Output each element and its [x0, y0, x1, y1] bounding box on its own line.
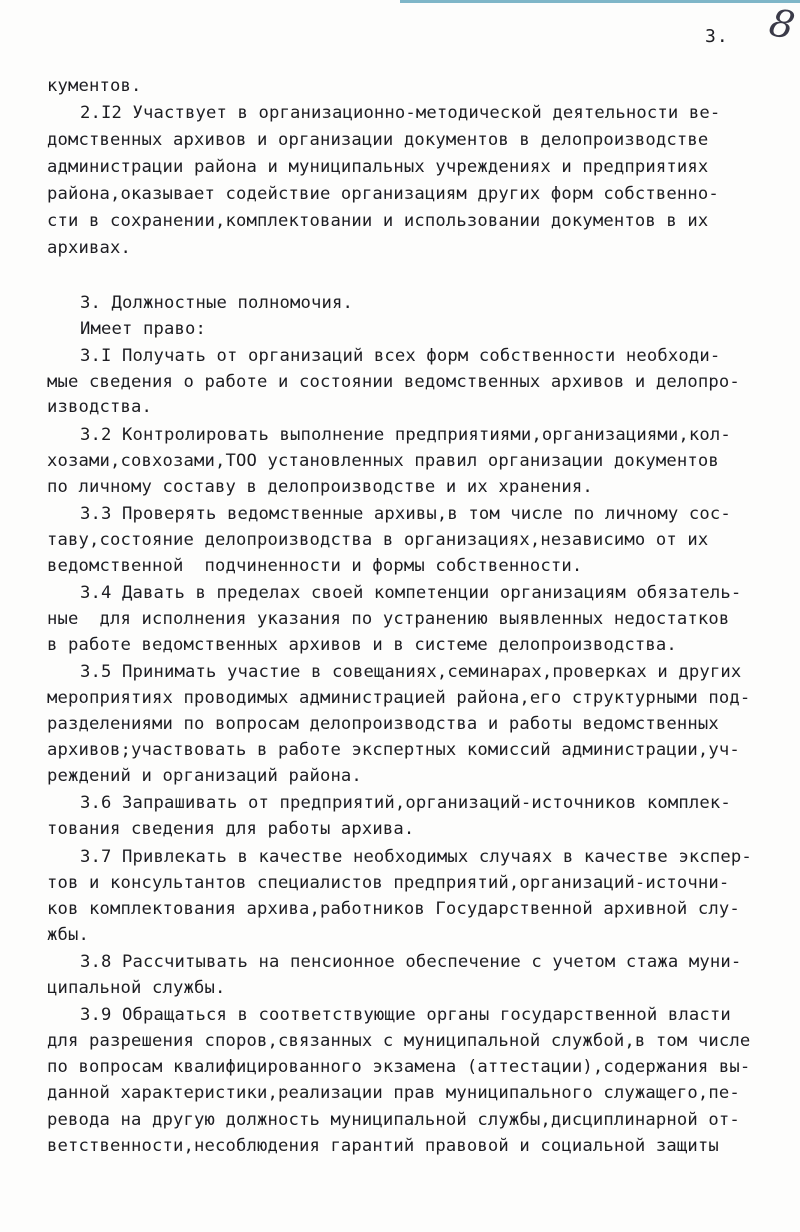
- text-line: ветственности,несоблюдения гарантий правовой и социальной защиты: [47, 1136, 719, 1156]
- text-line: 3.5 Принимать участие в совещаниях,семинарах,проверках и других: [80, 662, 742, 682]
- text-line: хозами,совхозами,ТОО установленных правил организации документов: [47, 451, 719, 471]
- text-line: сти в сохранении,комплектовании и использовании документов в их: [47, 211, 709, 231]
- text-line: архивов;участвовать в работе экспертных комиссий администрации,уч-: [47, 740, 740, 760]
- text-line: ные для исполнения указания по устранению выявленных недостатков: [47, 609, 730, 629]
- section-heading: 3. Должностные полномочия.: [80, 293, 353, 313]
- text-line: 3.9 Обращаться в соответствующие органы государственной власти: [80, 1005, 731, 1025]
- text-line: 2.I2 Участвует в организационно-методической деятельности ве-: [80, 103, 721, 123]
- text-line: администрации района и муниципальных учреждениях и предприятиях: [47, 157, 709, 177]
- text-line: по личному составу в делопроизводстве и их хранения.: [47, 477, 593, 497]
- text-line: ведомственной подчиненности и формы собственности.: [47, 556, 583, 576]
- text-line: по вопросам квалифицированного экзамена (аттестации),содержания вы-: [47, 1057, 751, 1077]
- text-line: 3.4 Давать в пределах своей компетенции организациям обязатель-: [80, 583, 742, 603]
- text-line: тов и консультантов специалистов предприятий,организаций-источни-: [47, 873, 730, 893]
- text-line: тования сведения для работы архива.: [47, 819, 415, 839]
- text-line: 3.2 Контролировать выполнение предприятиями,организациями,кол-: [80, 425, 731, 445]
- text-line: разделениями по вопросам делопроизводства и работы ведомственных: [47, 714, 719, 734]
- text-line: 3.6 Запрашивать от предприятий,организаций-источников комплек-: [80, 793, 731, 813]
- text-line: 3.I Получать от организаций всех форм собственности необходи-: [80, 346, 721, 366]
- scan-edge-line: [400, 0, 800, 3]
- text-line: в работе ведомственных архивов и в системе делопроизводства.: [47, 635, 677, 655]
- text-line: ревода на другую должность муниципальной службы,дисциплинарной от-: [47, 1110, 740, 1130]
- text-line: данной характеристики,реализации прав муниципального служащего,пе-: [47, 1083, 740, 1103]
- text-line: Имеет право:: [80, 319, 206, 339]
- text-line: кументов.: [47, 76, 142, 96]
- text-line: домственных архивов и организации документов в делопроизводстве: [47, 130, 709, 150]
- text-line: 3.8 Рассчитывать на пенсионное обеспечение с учетом стажа муни-: [80, 952, 742, 972]
- text-line: архивах.: [47, 238, 131, 258]
- text-line: мые сведения о работе и состоянии ведомственных архивов и делопро-: [47, 372, 740, 392]
- handwritten-page-number: 8: [765, 0, 799, 49]
- text-line: ков комплектования архива,работников Государственной архивной слу-: [47, 899, 740, 919]
- text-line: 3.3 Проверять ведомственные архивы,в том числе по личному сос-: [80, 504, 731, 524]
- page-number: 3.: [705, 26, 729, 47]
- text-line: мероприятиях проводимых администрацией района,его структурными под-: [47, 688, 751, 708]
- text-line: для разрешения споров,связанных с муниципальной службой,в том числе: [47, 1031, 751, 1051]
- text-line: ципальной службы.: [47, 978, 226, 998]
- text-line: района,оказывает содействие организациям других форм собственно-: [47, 184, 719, 204]
- text-line: 3.7 Привлекать в качестве необходимых случаях в качестве экспер-: [80, 847, 752, 867]
- text-line: реждений и организаций района.: [47, 766, 362, 786]
- text-line: изводства.: [47, 397, 152, 417]
- text-line: таву,состояние делопроизводства в организациях,независимо от их: [47, 530, 709, 550]
- text-line: жбы.: [47, 925, 89, 945]
